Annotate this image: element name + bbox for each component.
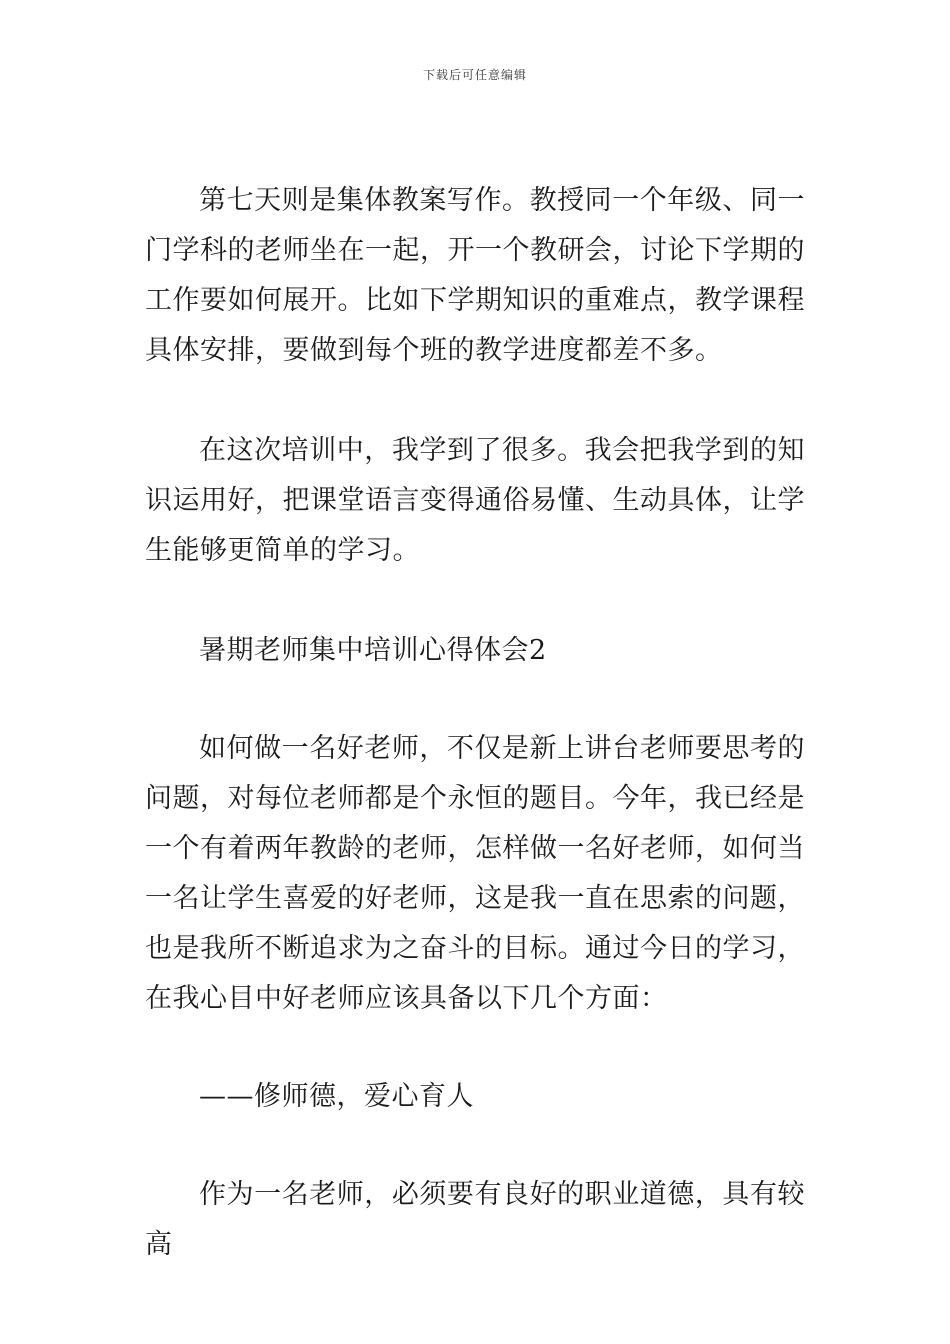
subheading-teacher-ethics: ——修师德，爱心育人: [199, 1081, 474, 1112]
paragraph-professional-ethics: 作为一名老师，必须要有良好的职业道德，具有较高: [145, 1179, 805, 1260]
page-header-note: 下载后可任意编辑: [422, 68, 527, 82]
paragraph-training-takeaways: 在这次培训中，我学到了很多。我会把我学到的知识运用好，把课堂语言变得通俗易懂、生动具体，让学生能够更简单的学习。: [145, 435, 805, 566]
section-title: 暑期老师集中培训心得体会2: [199, 635, 547, 666]
document-body: [145, 176, 805, 1270]
paragraph-collective-lesson-planning: 第七天则是集体教案写作。教授同一个年级、同一门学科的老师坐在一起，开一个教研会，讨论下学期的工作要如何展开。比如下学期知识的重难点，教学课程具体安排，要做到每个班的教学进度都差不多。: [145, 185, 805, 366]
paragraph-good-teacher: 如何做一名好老师，不仅是新上讲台老师要思考的问题，对每位老师都是个永恒的题目。今年，我已经是一个有着两年教龄的老师，怎样做一名好老师，如何当一名让学生喜爱的好老师，这是我一直在思索的问题，也是我所不断追求为之奋斗的目标。通过今日的学习，在我心目中好老师应该具备以下几个方面：: [145, 733, 805, 1014]
